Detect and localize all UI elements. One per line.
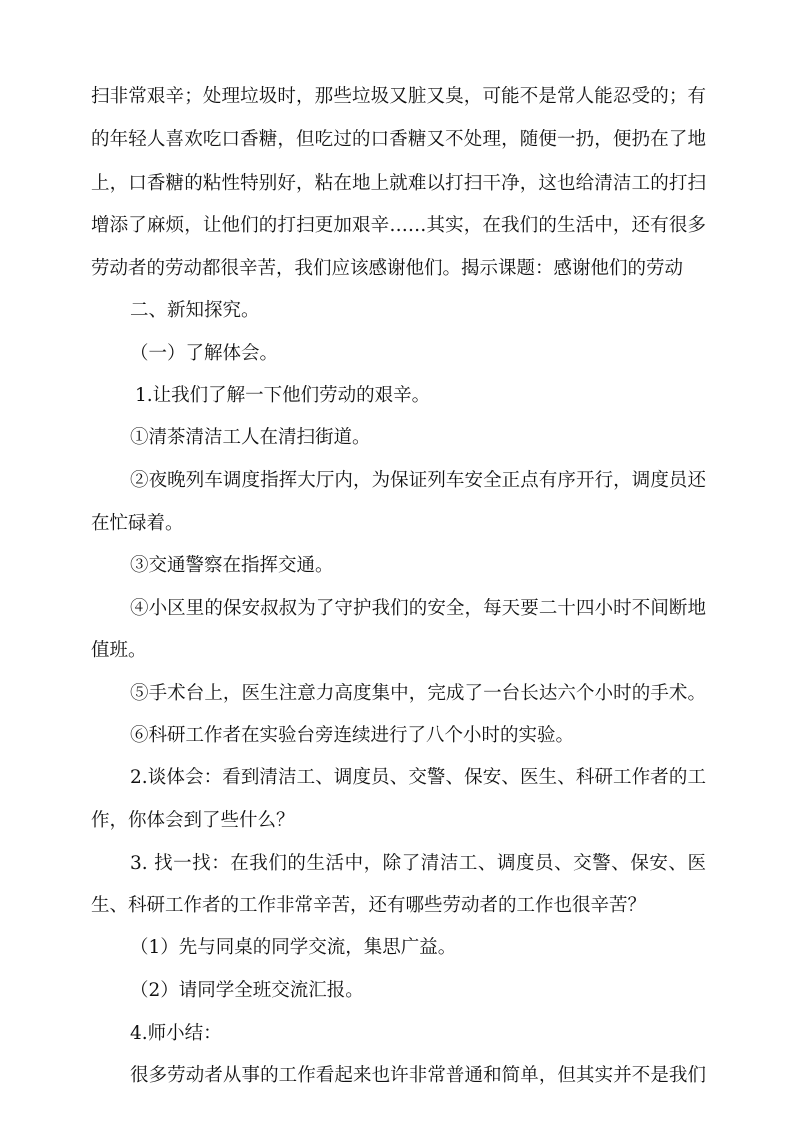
numbered-item: 2.谈体会：看到清洁工、调度员、交警、保安、医生、科研工作者的工 <box>130 767 706 788</box>
list-item: ②夜晚列车调度指挥大厅内，为保证列车安全正点有序开行，调度员还 <box>130 470 706 491</box>
numbered-item-continuation: 作，你体会到了些什么？ <box>91 810 295 831</box>
list-item: ⑤手术台上，医生注意力高度集中，完成了一台长达六个小时的手术。 <box>130 683 706 704</box>
paragraph-line: 的年轻人喜欢吃口香糖，但吃过的口香糖又不处理，随便一扔，便扔在了地 <box>91 129 706 150</box>
section-heading: 二、新知探究。 <box>130 300 260 321</box>
numbered-item-continuation: 生、科研工作者的工作非常辛苦，还有哪些劳动者的工作也很辛苦？ <box>91 895 647 916</box>
paragraph-line: 增添了麻烦，让他们的打扫更加艰辛……其实，在我们的生活中，还有很多 <box>91 215 706 236</box>
paragraph-line: 上，口香糖的粘性特别好，粘在地上就难以打扫干净，这也给清洁工的打扫 <box>91 173 706 194</box>
paragraph-line: 很多劳动者从事的工作看起来也许非常普通和简单，但其实并不是我们 <box>130 1065 706 1086</box>
list-item-continuation: 在忙碌着。 <box>91 513 184 534</box>
list-item: ④小区里的保安叔叔为了守护我们的安全，每天要二十四小时不间断地 <box>130 598 706 619</box>
list-item: ③交通警察在指挥交通。 <box>130 555 334 576</box>
subsection-heading: （一）了解体会。 <box>130 343 279 364</box>
numbered-item: 1.让我们了解一下他们劳动的艰辛。 <box>135 385 431 406</box>
sub-list-item: （2）请同学全班交流汇报。 <box>130 980 364 1001</box>
sub-list-item: （1）先与同桌的同学交流，集思广益。 <box>130 937 457 958</box>
list-item: ①清茶清洁工人在清扫街道。 <box>130 427 371 448</box>
paragraph-line: 扫非常艰辛；处理垃圾时，那些垃圾又脏又臭，可能不是常人能忍受的；有 <box>91 86 706 107</box>
paragraph-line: 劳动者的劳动都很辛苦，我们应该感谢他们。揭示课题：感谢他们的劳动 <box>91 258 684 279</box>
numbered-item: 3. 找一找：在我们的生活中，除了清洁工、调度员、交警、保安、医 <box>130 853 706 874</box>
list-item-continuation: 值班。 <box>91 640 147 661</box>
list-item: ⑥科研工作者在实验台旁连续进行了八个小时的实验。 <box>130 725 575 746</box>
numbered-item: 4.师小结： <box>130 1023 222 1044</box>
